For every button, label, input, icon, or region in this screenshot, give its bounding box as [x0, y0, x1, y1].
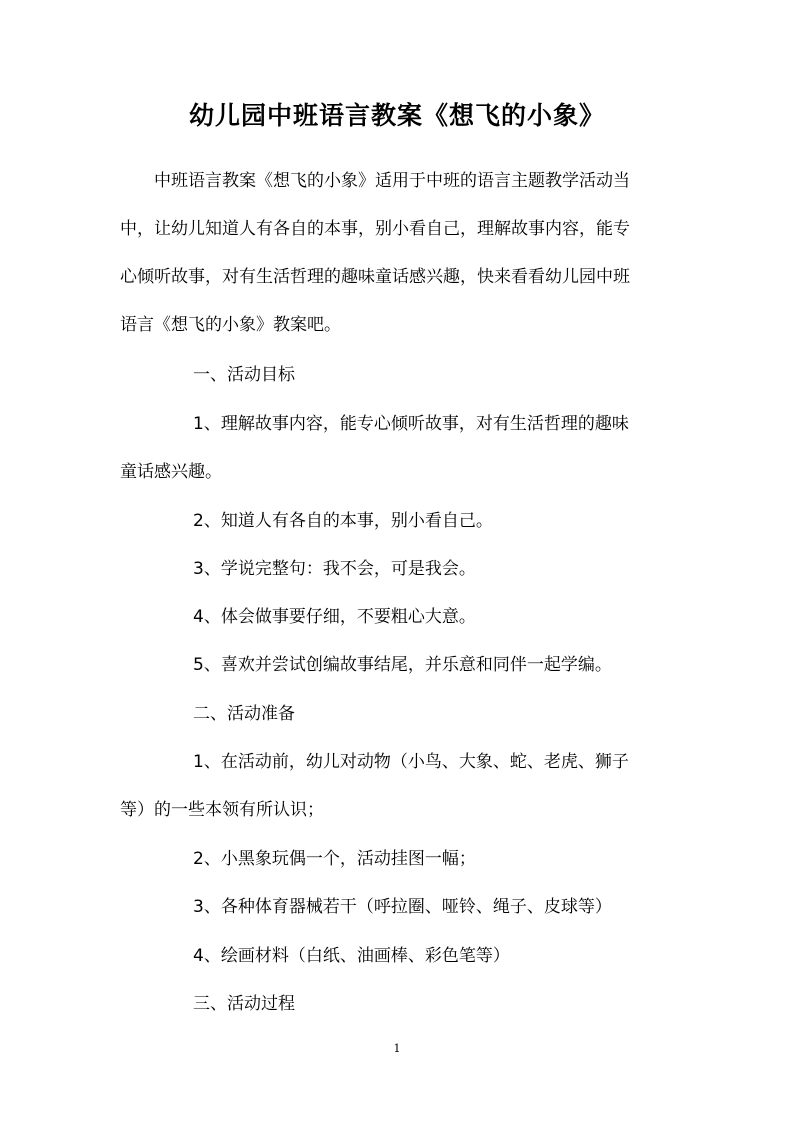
- goal-item-1: [120, 400, 676, 496]
- section-heading-text: 一、活动目标: [193, 365, 295, 385]
- goal-item-2: [120, 497, 676, 545]
- section-heading-text: 二、活动准备: [193, 704, 295, 724]
- goal-line: 5、喜欢并尝试创编故事结尾，并乐意和同伴一起学编。: [193, 655, 612, 675]
- goal-item-5: [120, 641, 676, 689]
- intro-line: 中，让幼儿知道人有各自的本事，别小看自己，理解故事内容，能专: [120, 219, 630, 239]
- prep-line: 4、绘画材料（白纸、油画棒、彩色笔等）: [193, 946, 510, 966]
- page-number: 1: [393, 1042, 401, 1055]
- goal-line: 2、知道人有各自的本事，别小看自己。: [193, 511, 493, 531]
- prep-line: 2、小黑象玩偶一个，活动挂图一幅；: [193, 849, 476, 869]
- goal-item-3: [120, 545, 676, 593]
- section-heading-process: [120, 980, 676, 1028]
- prep-item-1: [120, 738, 676, 834]
- intro-line: 心倾听故事，对有生活哲理的趣味童话感兴趣，快来看看幼儿园中班: [120, 267, 630, 287]
- prep-line: 1、在活动前，幼儿对动物（小鸟、大象、蛇、老虎、狮子: [193, 752, 629, 772]
- section-heading-text: 三、活动过程: [193, 994, 295, 1014]
- prep-line: 3、各种体育器械若干（呼拉圈、哑铃、绳子、皮球等）: [193, 897, 612, 917]
- prep-line: 等）的一些本领有所认识；: [120, 800, 324, 820]
- prep-item-4: [120, 932, 676, 980]
- goal-item-4: [120, 593, 676, 641]
- goal-line: 4、体会做事要仔细，不要粗心大意。: [193, 607, 476, 627]
- prep-item-2: [120, 835, 676, 883]
- intro-line: 语言《想飞的小象》教案吧。: [120, 315, 341, 335]
- goal-line: 1、理解故事内容，能专心倾听故事，对有生活哲理的趣味: [193, 414, 629, 434]
- intro-paragraph: [120, 157, 676, 349]
- goal-line: 童话感兴趣。: [120, 462, 222, 482]
- goal-line: 3、学说完整句：我不会，可是我会。: [193, 559, 476, 579]
- prep-item-3: [120, 883, 676, 931]
- document-title: 幼儿园中班语言教案《想飞的小象》: [188, 101, 605, 130]
- section-heading-preparation: [120, 690, 676, 738]
- section-heading-goals: [120, 351, 676, 399]
- intro-line: 中班语言教案《想飞的小象》适用于中班的语言主题教学活动当: [154, 171, 630, 191]
